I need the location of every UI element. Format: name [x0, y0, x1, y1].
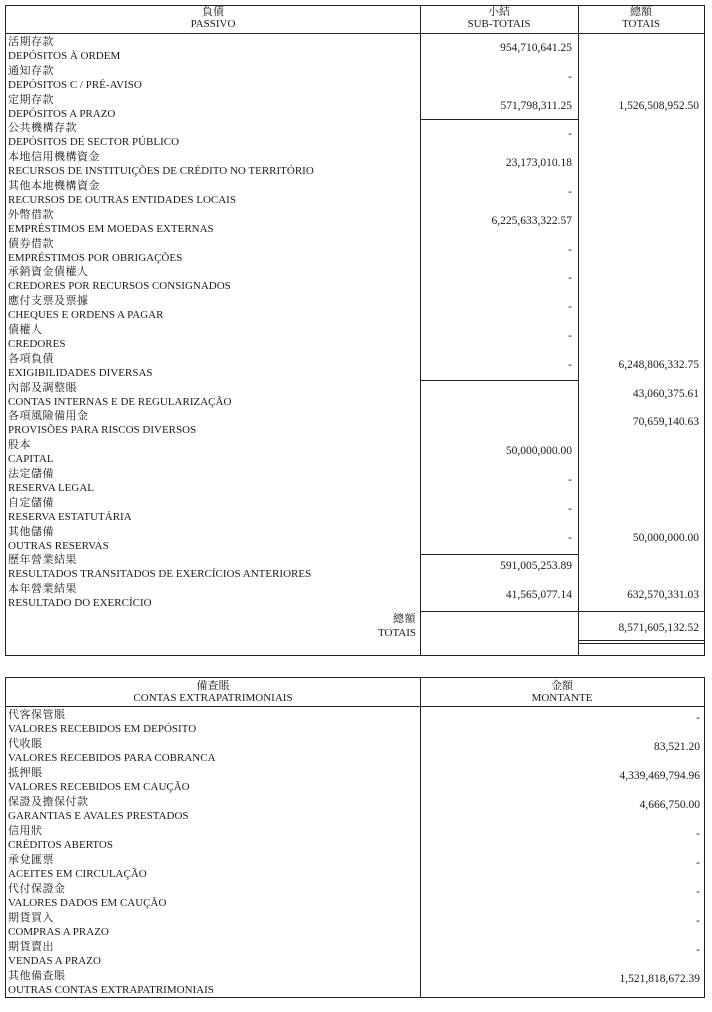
montante-header — [420, 680, 704, 704]
extrapatrimoniais-table — [5, 677, 705, 998]
total-value: 50,000,000.00 — [632, 531, 699, 544]
subtotal-value: 571,798,311.25 — [500, 99, 572, 112]
subtotal-value: - — [568, 502, 572, 515]
row-label-zh: 信用狀 — [8, 825, 43, 837]
row-label-pt: VALORES RECEBIDOS EM DEPÓSITO — [8, 723, 197, 735]
row-label-zh: 歷年營業結果 — [8, 554, 77, 567]
contas-header — [6, 680, 420, 704]
section-divider — [420, 611, 578, 612]
passivo-header-pt: PASSIVO — [190, 18, 236, 30]
row-label-zh: 活期存款 — [8, 36, 54, 48]
subtotal-value: - — [568, 243, 572, 256]
total-value: 70,659,140.63 — [632, 416, 699, 429]
grand-total-label-zh: 總額 — [393, 613, 416, 625]
montante-value: - — [696, 857, 700, 869]
grand-total-label-pt: TOTAIS — [378, 627, 417, 639]
montante-value: 83,521.20 — [654, 741, 700, 753]
row-label-pt: DEPÓSITOS A PRAZO — [8, 107, 116, 120]
section-divider — [420, 119, 578, 120]
row-label-zh: 內部及調整賬 — [8, 381, 77, 394]
montante-value: 4,339,469,794.96 — [619, 770, 700, 782]
subtotais-header — [420, 6, 578, 30]
totals-double-rule — [578, 643, 704, 644]
header-divider — [6, 706, 704, 707]
row-label-zh: 本年營業結果 — [8, 583, 77, 596]
row-label-pt: RECURSOS DE INSTITUIÇÕES DE CRÉDITO NO TERRITÓRIO — [8, 165, 314, 178]
row-label-pt: OUTRAS CONTAS EXTRAPATRIMONIAIS — [8, 984, 214, 996]
montante-value: 4,666,750.00 — [639, 799, 700, 811]
row-label-zh: 其他備查賬 — [8, 970, 66, 982]
row-label-zh: 股本 — [8, 439, 31, 452]
row-label-pt: CONTAS INTERNAS E DE REGULARIZAÇÃO — [8, 395, 232, 408]
subtotal-value: 954,710,641.25 — [500, 42, 572, 54]
row-label-zh: 法定儲備 — [8, 468, 54, 480]
row-label-pt: RESULTADO DO EXERCÍCIO — [8, 597, 152, 610]
row-label-pt: CREDORES POR RECURSOS CONSIGNADOS — [8, 280, 231, 293]
row-label-pt: DEPÓSITOS C / PRÉ-AVISO — [8, 78, 142, 91]
subtotal-value: 50,000,000.00 — [505, 445, 572, 458]
montante-value: 1,521,818,672.39 — [619, 973, 700, 985]
subtotal-value: 23,173,010.18 — [505, 157, 572, 170]
row-label-pt: VALORES RECEBIDOS EM CAUÇÃO — [8, 781, 190, 793]
subtotal-value: 591,005,253.89 — [500, 560, 572, 573]
montante-header-pt: MONTANTE — [531, 692, 593, 704]
totais-header-zh: 總額 — [630, 6, 652, 18]
row-label-pt: OUTRAS RESERVAS — [8, 539, 109, 552]
totals-divider — [578, 611, 704, 612]
row-label-zh: 公共機構存款 — [8, 122, 77, 135]
row-label-pt: VENDAS A PRAZO — [8, 955, 101, 967]
row-label-zh: 本地信用機構資金 — [8, 151, 100, 164]
row-label-zh: 定期存款 — [8, 93, 54, 106]
passivo-header-zh: 負債 — [202, 6, 224, 18]
row-label-pt: RESULTADOS TRANSITADOS DE EXERCÍCIOS ANTERIORES — [8, 568, 312, 581]
subtotal-value: - — [568, 474, 572, 486]
row-label-zh: 代付保證金 — [8, 883, 66, 895]
row-label-zh: 承兌匯票 — [8, 854, 54, 866]
row-label-pt: RESERVA ESTATUTÁRIA — [8, 510, 132, 523]
row-label-zh: 代客保管賬 — [8, 709, 66, 721]
row-label-pt: EXIGIBILIDADES DIVERSAS — [8, 366, 153, 379]
montante-value: - — [696, 828, 700, 840]
total-value: 43,060,375.61 — [632, 387, 699, 400]
contas-header-pt: CONTAS EXTRAPATRIMONIAIS — [133, 692, 293, 704]
subtotal-value: - — [568, 272, 572, 285]
row-label-zh: 債權人 — [8, 324, 43, 336]
passivo-table — [5, 5, 705, 656]
row-label-zh: 各項負債 — [8, 352, 54, 365]
montante-value: - — [696, 915, 700, 927]
subtotal-value: - — [568, 531, 572, 544]
row-label-zh: 承銷資金債權人 — [8, 266, 89, 279]
subtotal-value: - — [568, 186, 572, 198]
row-label-zh: 債券借款 — [8, 237, 54, 250]
subtotal-value: - — [568, 358, 572, 371]
passivo-header — [6, 6, 420, 30]
total-value: 1,526,508,952.50 — [618, 99, 699, 112]
row-label-pt: ACEITES EM CIRCULAÇÃO — [8, 868, 147, 880]
row-label-zh: 期貨賣出 — [8, 941, 54, 953]
section-divider — [420, 554, 578, 555]
row-label-pt: VALORES DADOS EM CAUÇÃO — [8, 897, 167, 909]
montante-header-zh: 金額 — [551, 680, 573, 692]
montante-value: - — [696, 712, 700, 724]
totais-header-pt: TOTAIS — [621, 18, 661, 30]
totals-double-rule — [578, 640, 704, 641]
row-label-zh: 抵押賬 — [8, 767, 43, 779]
row-label-zh: 代收賬 — [8, 738, 43, 750]
row-label-pt: CAPITAL — [8, 453, 54, 466]
row-label-zh: 其他儲備 — [8, 525, 54, 538]
subtotal-value: 6,225,633,322.57 — [491, 214, 572, 227]
total-value: 632,570,331.03 — [627, 589, 699, 602]
row-label-pt: RECURSOS DE OUTRAS ENTIDADES LOCAIS — [8, 194, 236, 206]
subtotal-value: - — [568, 70, 572, 83]
montante-value: - — [696, 944, 700, 956]
row-label-pt: VALORES RECEBIDOS PARA COBRANCA — [8, 752, 216, 764]
row-label-pt: RESERVA LEGAL — [8, 482, 95, 494]
section-divider — [420, 380, 578, 381]
row-label-zh: 外幣借款 — [8, 208, 54, 221]
total-value: 6,248,806,332.75 — [618, 358, 699, 371]
row-label-pt: DEPÓSITOS DE SECTOR PÚBLICO — [8, 136, 180, 149]
grand-total-value: 8,571,605,132.52 — [618, 622, 699, 634]
row-label-zh: 自定儲備 — [8, 496, 54, 509]
row-label-pt: DEPÓSITOS À ORDEM — [8, 50, 121, 62]
subtotal-value: - — [568, 301, 572, 314]
row-label-pt: CRÉDITOS ABERTOS — [8, 839, 113, 851]
row-label-pt: PROVISÕES PARA RISCOS DIVERSOS — [8, 424, 197, 437]
row-label-pt: EMPRÉSTIMOS EM MOEDAS EXTERNAS — [8, 222, 214, 235]
totais-header — [578, 6, 704, 30]
row-label-zh: 其他本地機構資金 — [8, 180, 100, 192]
row-label-zh: 通知存款 — [8, 64, 54, 77]
row-label-zh: 保證及擔保付款 — [8, 796, 89, 808]
row-label-zh: 各項風險備用金 — [8, 410, 89, 423]
row-label-pt: CREDORES — [8, 338, 66, 350]
row-label-pt: COMPRAS A PRAZO — [8, 926, 109, 938]
subtotais-header-zh: 小結 — [488, 6, 510, 18]
subtotal-value: 41,565,077.14 — [505, 589, 572, 602]
subtotal-value: - — [568, 330, 572, 342]
row-label-zh: 應付支票及票據 — [8, 295, 89, 308]
row-label-pt: GARANTIAS E AVALES PRESTADOS — [8, 810, 189, 822]
header-divider — [6, 33, 704, 34]
montante-value: - — [696, 886, 700, 898]
subtotais-header-pt: SUB-TOTAIS — [467, 18, 531, 30]
contas-header-zh: 備查賬 — [196, 680, 230, 692]
row-label-pt: EMPRÉSTIMOS POR OBRIGAÇÕES — [8, 251, 183, 264]
row-label-zh: 期貨買入 — [8, 912, 54, 924]
subtotal-value: - — [568, 128, 572, 141]
row-label-pt: CHEQUES E ORDENS A PAGAR — [8, 309, 164, 322]
